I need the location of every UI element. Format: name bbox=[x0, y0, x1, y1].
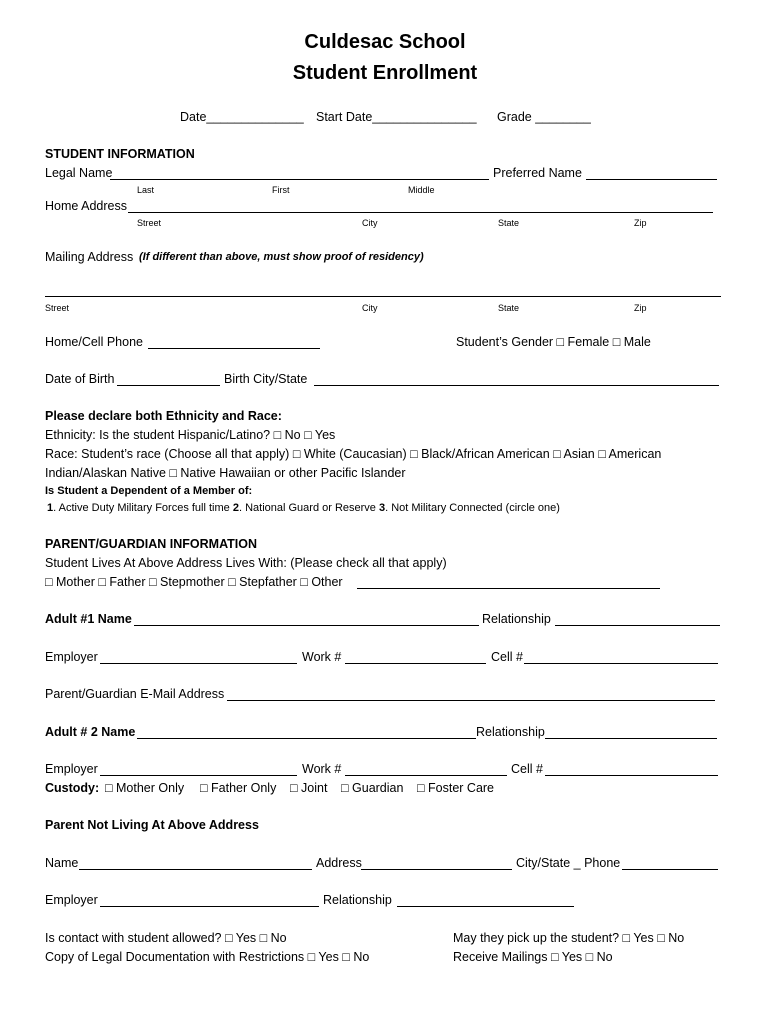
email-label: Parent/Guardian E-Mail Address bbox=[45, 687, 225, 701]
custody-label: Custody: bbox=[45, 781, 100, 795]
mailing-sub-street: Street bbox=[45, 303, 70, 313]
custody-father-only[interactable]: □ Father Only bbox=[200, 781, 277, 795]
mailing-sub-city: City bbox=[362, 303, 378, 313]
birth-city-label: Birth City/State bbox=[224, 372, 308, 386]
custody-guardian[interactable]: □ Guardian bbox=[341, 781, 404, 795]
custody-foster-care[interactable]: □ Foster Care bbox=[417, 781, 495, 795]
lives-with-options[interactable]: □ Mother □ Father □ Stepmother □ Stepfather □ Other bbox=[45, 575, 343, 589]
lives-with-other-field[interactable] bbox=[357, 588, 660, 589]
mailing-address-field[interactable] bbox=[45, 296, 721, 297]
other-parent-name-field[interactable] bbox=[79, 869, 312, 870]
adult1-name-field[interactable] bbox=[134, 625, 479, 626]
phone-field[interactable] bbox=[148, 348, 320, 349]
adult2-employer-field[interactable] bbox=[100, 775, 297, 776]
adult2-work-label: Work # bbox=[302, 762, 342, 776]
adult2-work-field[interactable] bbox=[345, 775, 507, 776]
other-parent-name-label: Name bbox=[45, 856, 79, 870]
adult1-relationship-field[interactable] bbox=[555, 625, 720, 626]
mailing-sub-zip: Zip bbox=[634, 303, 647, 313]
adult2-cell-field[interactable] bbox=[545, 775, 718, 776]
military-option-1: . Active Duty Military Forces full time bbox=[53, 502, 233, 514]
pickup-question[interactable]: May they pick up the student? □ Yes □ No bbox=[453, 931, 685, 945]
preferred-name-field[interactable] bbox=[586, 179, 717, 180]
mailings-question[interactable]: Receive Mailings □ Yes □ No bbox=[453, 950, 613, 964]
adult1-relationship-label: Relationship bbox=[482, 612, 551, 626]
ethnicity-question[interactable]: Ethnicity: Is the student Hispanic/Latino? □ No □ Yes bbox=[45, 428, 336, 442]
adult1-employer-field[interactable] bbox=[100, 663, 297, 664]
other-parent-employer-field[interactable] bbox=[100, 906, 319, 907]
sub-label-city: City bbox=[362, 218, 378, 228]
sub-label-street: Street bbox=[137, 218, 162, 228]
school-name: Culdesac School bbox=[304, 31, 466, 53]
form-title: Student Enrollment bbox=[292, 62, 478, 84]
sub-label-zip: Zip bbox=[634, 218, 647, 228]
parent-info-heading: PARENT/GUARDIAN INFORMATION bbox=[45, 537, 258, 551]
contact-allowed-question[interactable]: Is contact with student allowed? □ Yes □ No bbox=[45, 931, 287, 945]
adult2-employer-label: Employer bbox=[45, 762, 98, 776]
other-parent-relationship-field[interactable] bbox=[397, 906, 574, 907]
other-parent-relationship-label: Relationship bbox=[323, 893, 392, 907]
adult2-relationship-label: Relationship bbox=[476, 725, 545, 739]
legal-name-label: Legal Name bbox=[45, 166, 113, 180]
phone-label: Home/Cell Phone bbox=[45, 335, 143, 349]
adult1-work-field[interactable] bbox=[345, 663, 486, 664]
gender-options[interactable]: Student’s Gender □ Female □ Male bbox=[456, 335, 651, 349]
custody-mother-only[interactable]: □ Mother Only bbox=[105, 781, 185, 795]
legal-docs-question[interactable]: Copy of Legal Documentation with Restrictions □ Yes □ No bbox=[45, 950, 370, 964]
dob-field[interactable] bbox=[117, 385, 220, 386]
lives-with-question: Student Lives At Above Address Lives With: (Please check all that apply) bbox=[45, 556, 447, 570]
dob-label: Date of Birth bbox=[45, 372, 115, 386]
preferred-name-label: Preferred Name bbox=[493, 166, 582, 180]
other-parent-citystate-label: City/State _ Phone bbox=[516, 856, 621, 870]
military-num-3: 3 bbox=[378, 502, 386, 514]
home-address-field[interactable] bbox=[128, 212, 713, 213]
student-info-heading: STUDENT INFORMATION bbox=[45, 147, 195, 161]
other-parent-heading: Parent Not Living At Above Address bbox=[45, 818, 259, 832]
adult1-employer-label: Employer bbox=[45, 650, 98, 664]
military-num-2: 2 bbox=[232, 502, 239, 514]
mailing-address-note: (If different than above, must show proof of residency) bbox=[139, 251, 424, 263]
grade-field[interactable]: Grade ________ bbox=[497, 110, 591, 124]
sub-label-last: Last bbox=[137, 185, 155, 195]
home-address-label: Home Address bbox=[45, 199, 127, 213]
start-date-field[interactable]: Start Date_______________ bbox=[316, 110, 477, 124]
adult2-relationship-field[interactable] bbox=[545, 738, 717, 739]
military-option-2: . National Guard or Reserve bbox=[238, 502, 379, 514]
sub-label-middle: Middle bbox=[408, 185, 435, 195]
adult1-cell-field[interactable] bbox=[524, 663, 718, 664]
birth-city-field[interactable] bbox=[314, 385, 719, 386]
custody-joint[interactable]: □ Joint bbox=[290, 781, 328, 795]
mailing-sub-state: State bbox=[498, 303, 520, 313]
adult1-name-label: Adult #1 Name bbox=[45, 612, 132, 626]
military-options[interactable] bbox=[47, 502, 560, 514]
race-question-line2[interactable]: Indian/Alaskan Native □ Native Hawaiian or other Pacific Islander bbox=[45, 466, 406, 480]
adult1-cell-label: Cell # bbox=[491, 650, 523, 664]
military-num-1: 1 bbox=[47, 502, 54, 514]
military-option-3: . Not Military Connected (circle one) bbox=[385, 502, 560, 514]
legal-name-field[interactable] bbox=[110, 179, 489, 180]
sub-label-first: First bbox=[272, 185, 290, 195]
race-question-line1[interactable]: Race: Student’s race (Choose all that apply) □ White (Caucasian) □ Black/African American □ Asian □ American bbox=[45, 447, 662, 461]
adult1-work-label: Work # bbox=[302, 650, 342, 664]
email-field[interactable] bbox=[227, 700, 715, 701]
sub-label-state: State bbox=[498, 218, 520, 228]
other-parent-phone-field[interactable] bbox=[622, 869, 718, 870]
adult2-name-label: Adult # 2 Name bbox=[45, 725, 136, 739]
military-heading: Is Student a Dependent of a Member of: bbox=[45, 485, 253, 497]
ethnicity-race-heading: Please declare both Ethnicity and Race: bbox=[45, 409, 282, 423]
other-parent-address-field[interactable] bbox=[361, 869, 512, 870]
adult2-name-field[interactable] bbox=[137, 738, 476, 739]
other-parent-address-label: Address bbox=[316, 856, 362, 870]
mailing-address-label: Mailing Address bbox=[45, 250, 134, 264]
other-parent-employer-label: Employer bbox=[45, 893, 98, 907]
adult2-cell-label: Cell # bbox=[511, 762, 543, 776]
date-field[interactable]: Date______________ bbox=[180, 110, 304, 124]
